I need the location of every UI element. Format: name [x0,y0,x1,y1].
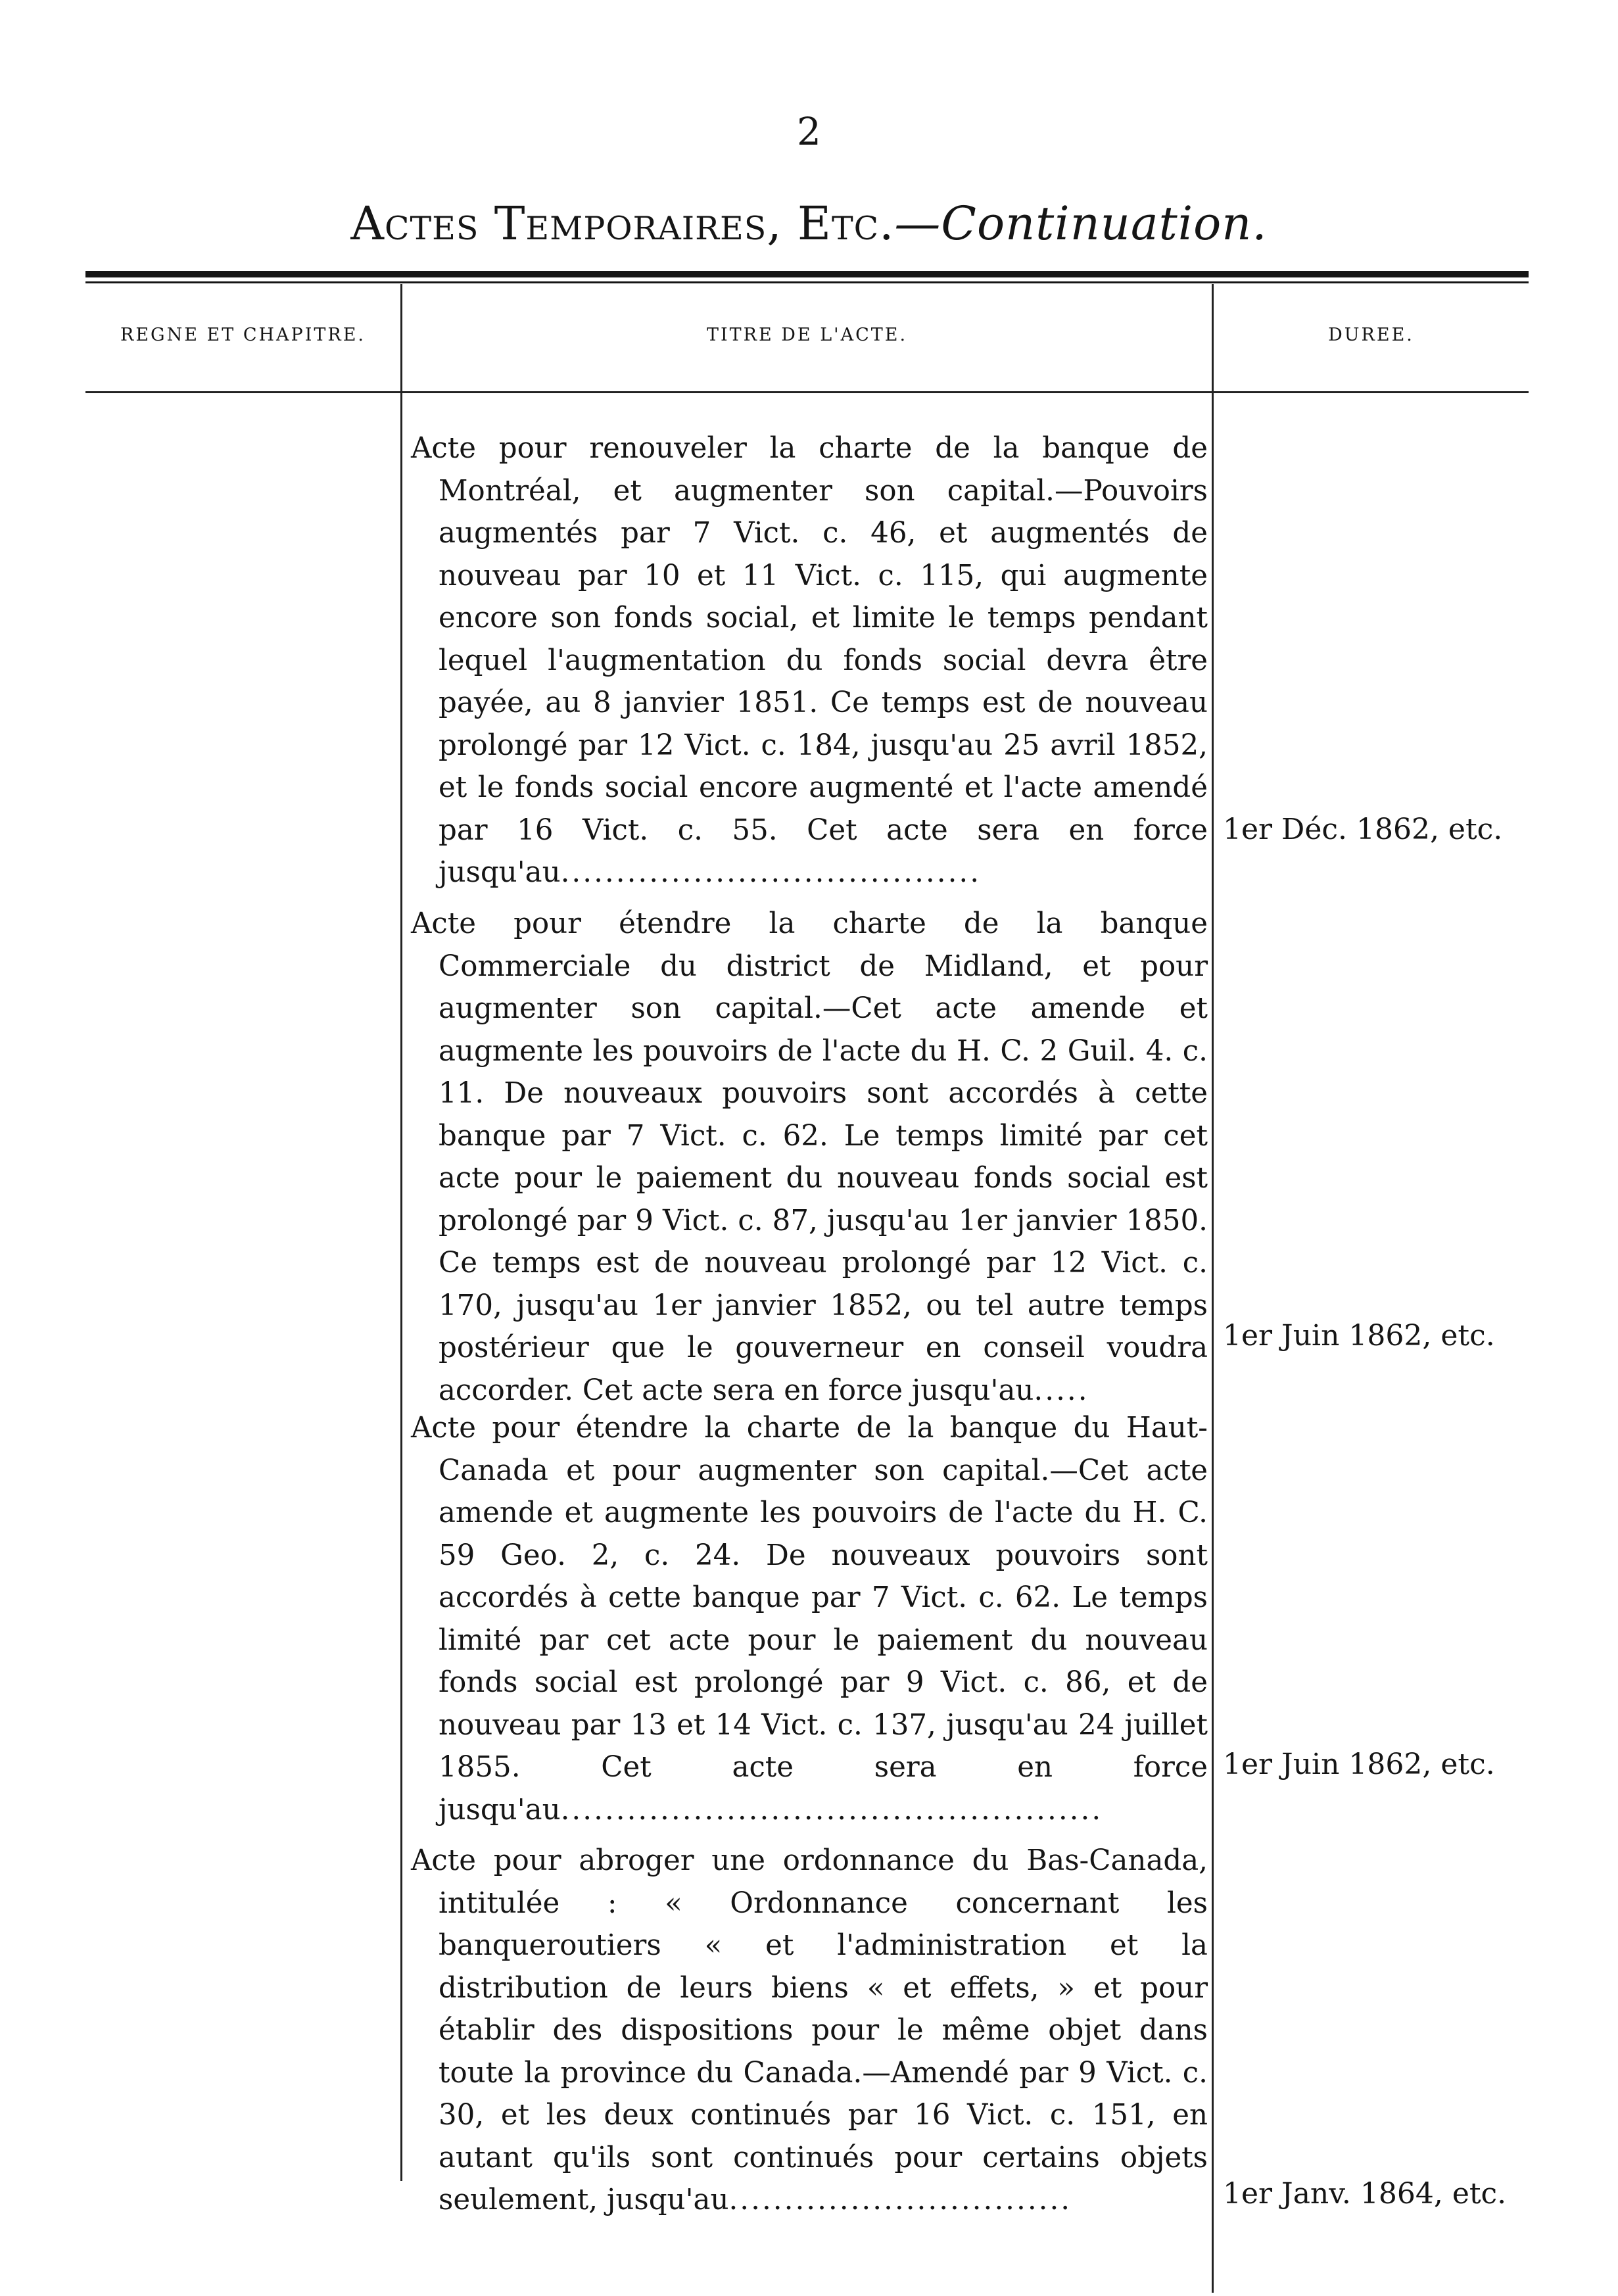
entry-duration: 1er Déc. 1862, etc. [1223,813,1503,846]
page-title-main: Actes Temporaires, Etc. [350,197,895,251]
leader-dots: ............................... [728,2184,1072,2216]
header-rule [85,391,1529,393]
entry-title-text: Acte pour abroger une ordonnance du Bas-Canada, intitulée : « Ordonnance concernant les banqueroutiers « et l'administration et la distribution de leurs biens « et effets, » et pour établir des dispositions pour le même objet dans toute la province du Canada.—Amendé par 9 Vict. c. 30, et les deux continués par 16 Vict. c. 151, en autant qu'ils sont continués pour certains objets seulement, jusqu'au [411,1844,1208,2216]
page-title-continuation: —Continuation. [894,197,1268,251]
leader-dots: ..... [1034,1374,1089,1407]
page-title [0,194,1618,253]
entry-title-text: Acte pour étendre la charte de la banque Commerciale du district de Midland, et pour augmenter son capital.—Cet acte amende et augmente les pouvoirs de l'acte du H. C. 2 Guil. 4. c. 11. De nouveaux pouvoirs sont accordés à cette banque par 7 Vict. c. 62. Le temps limité par cet acte pour le paiement du nouveau fonds social est prolongé par 9 Vict. c. 87, jusqu'au 1er janvier 1850. Ce temps est de nouveau prolongé par 12 Vict. c. 170, jusqu'au 1er janvier 1852, ou tel autre temps postérieur que le gouverneur en conseil voudra accorder. Cet acte sera en force jusqu'au [411,907,1208,1407]
leader-dots: ................................................. [560,1793,1103,1827]
entry-duration: 1er Juin 1862, etc. [1223,1748,1495,1781]
entry-duration: 1er Janv. 1864, etc. [1223,2177,1507,2211]
column-header-title: TITRE DE L'ACTE. [706,325,908,345]
column-divider-right [1212,284,1214,2293]
entry-title [411,1840,1208,2222]
entry-title-text: Acte pour étendre la charte de la banque du Haut-Canada et pour augmenter son capital.—Cet acte amende et augmente les pouvoirs de l'acte du H. C. 59 Geo. 2, c. 24. De nouveaux pouvoirs sont accordés à cette banque par 7 Vict. c. 62. Le temps limité par cet acte pour le paiement du nouveau fonds social est prolongé par 9 Vict. c. 86, et de nouveau par 13 et 14 Vict. c. 137, jusqu'au 24 juillet 1855. Cet acte sera en force jusqu'au [411,1412,1208,1827]
page-number: 2 [797,109,821,154]
entry-title [411,427,1208,894]
column-divider-left [400,284,402,2181]
top-rule [85,271,1529,277]
top-rule-thin [85,281,1529,283]
entry-title [411,903,1208,1412]
entry-duration: 1er Juin 1862, etc. [1223,1319,1495,1352]
entry-title-text: Acte pour renouveler la charte de la banque de Montréal, et augmenter son capital.—Pouvoirs augmentés par 7 Vict. c. 46, et augmentés de nouveau par 10 et 11 Vict. c. 115, qui augmente encore son fonds social, et limite le temps pendant lequel l'augmentation du fonds social devra être payée, au 8 janvier 1851. Ce temps est de nouveau prolongé par 12 Vict. c. 184, jusqu'au 25 avril 1852, et le fonds social encore augmenté et l'acte amendé par 16 Vict. c. 55. Cet acte sera en force jusqu'au [411,432,1208,889]
leader-dots: ...................................... [560,856,982,889]
entry-title [411,1407,1208,1831]
column-header-reign: REGNE ET CHAPITRE. [120,325,366,345]
column-header-duration: DUREE. [1328,325,1414,345]
